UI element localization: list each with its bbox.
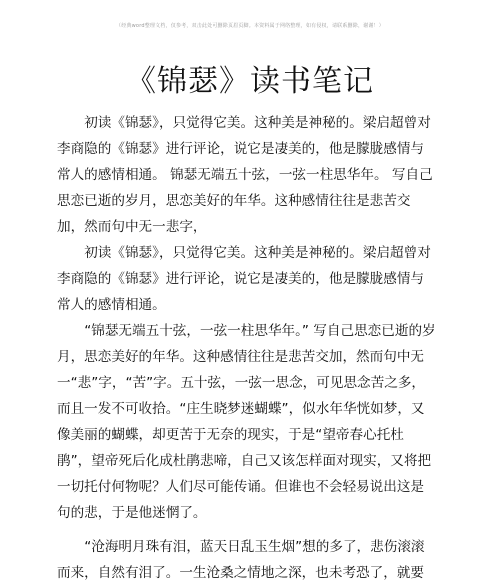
paragraph-2: 初读《锦瑟》，只觉得它美。这种美是神秘的。梁启超曾对李商隐的《锦瑟》进行评论，说它是凄美的，他是朦胧感情与常人的感情相通。 (57, 245, 431, 313)
page-title: 《锦瑟》读书笔记 (126, 64, 374, 100)
paragraph-1: 初读《锦瑟》，只觉得它美。这种美是神秘的。梁启超曾对李商隐的《锦瑟》进行评论，说它是凄美的，他是朦胧感情与常人的感情相通。 锦瑟无端五十弦，一弦一柱思华年。 写自己思恋已逝的岁月，思恋美好的年华。这种感情往往是悲苦交加，然而句中无一悲字， (57, 115, 433, 235)
paragraph-4: “沧海明月珠有泪，蓝天日乱玉生烟”想的多了，悲伤滚滚而来，自然有泪了。一生沧桑之情地之深，也未考恐了，就要 (57, 539, 425, 581)
document-body (57, 110, 437, 526)
paragraph-4-partial (57, 534, 437, 581)
paragraph-3: “锦瑟无端五十弦，一弦一柱思华年。” 写自己思恋已逝的岁月，思恋美好的年华。这种感情往往是悲苦交加，然而句中无一“悲”字，“苦”字。五十弦，一弦一思念，可见思念苦之多，而且一发不可收拾。“庄生晓梦迷蝴蝶”，似水年华恍如梦，又像美丽的蝴蝶，却更苦于无奈的现实，于是“望帝春心托杜鹃”，望帝死后化成杜鹃悲啼，自己又该怎样面对现实，又将把一切托付何物呢？人们尽可能传诵。但谁也不会轻易说出这是句的悲，于是他迷惘了。 (57, 323, 436, 521)
header-note: （经典word整理文档，仅参考，双击此处可删除页眉页脚。本资料属于网络整理，如有侵权，请联系删除，谢谢！） (116, 23, 384, 29)
